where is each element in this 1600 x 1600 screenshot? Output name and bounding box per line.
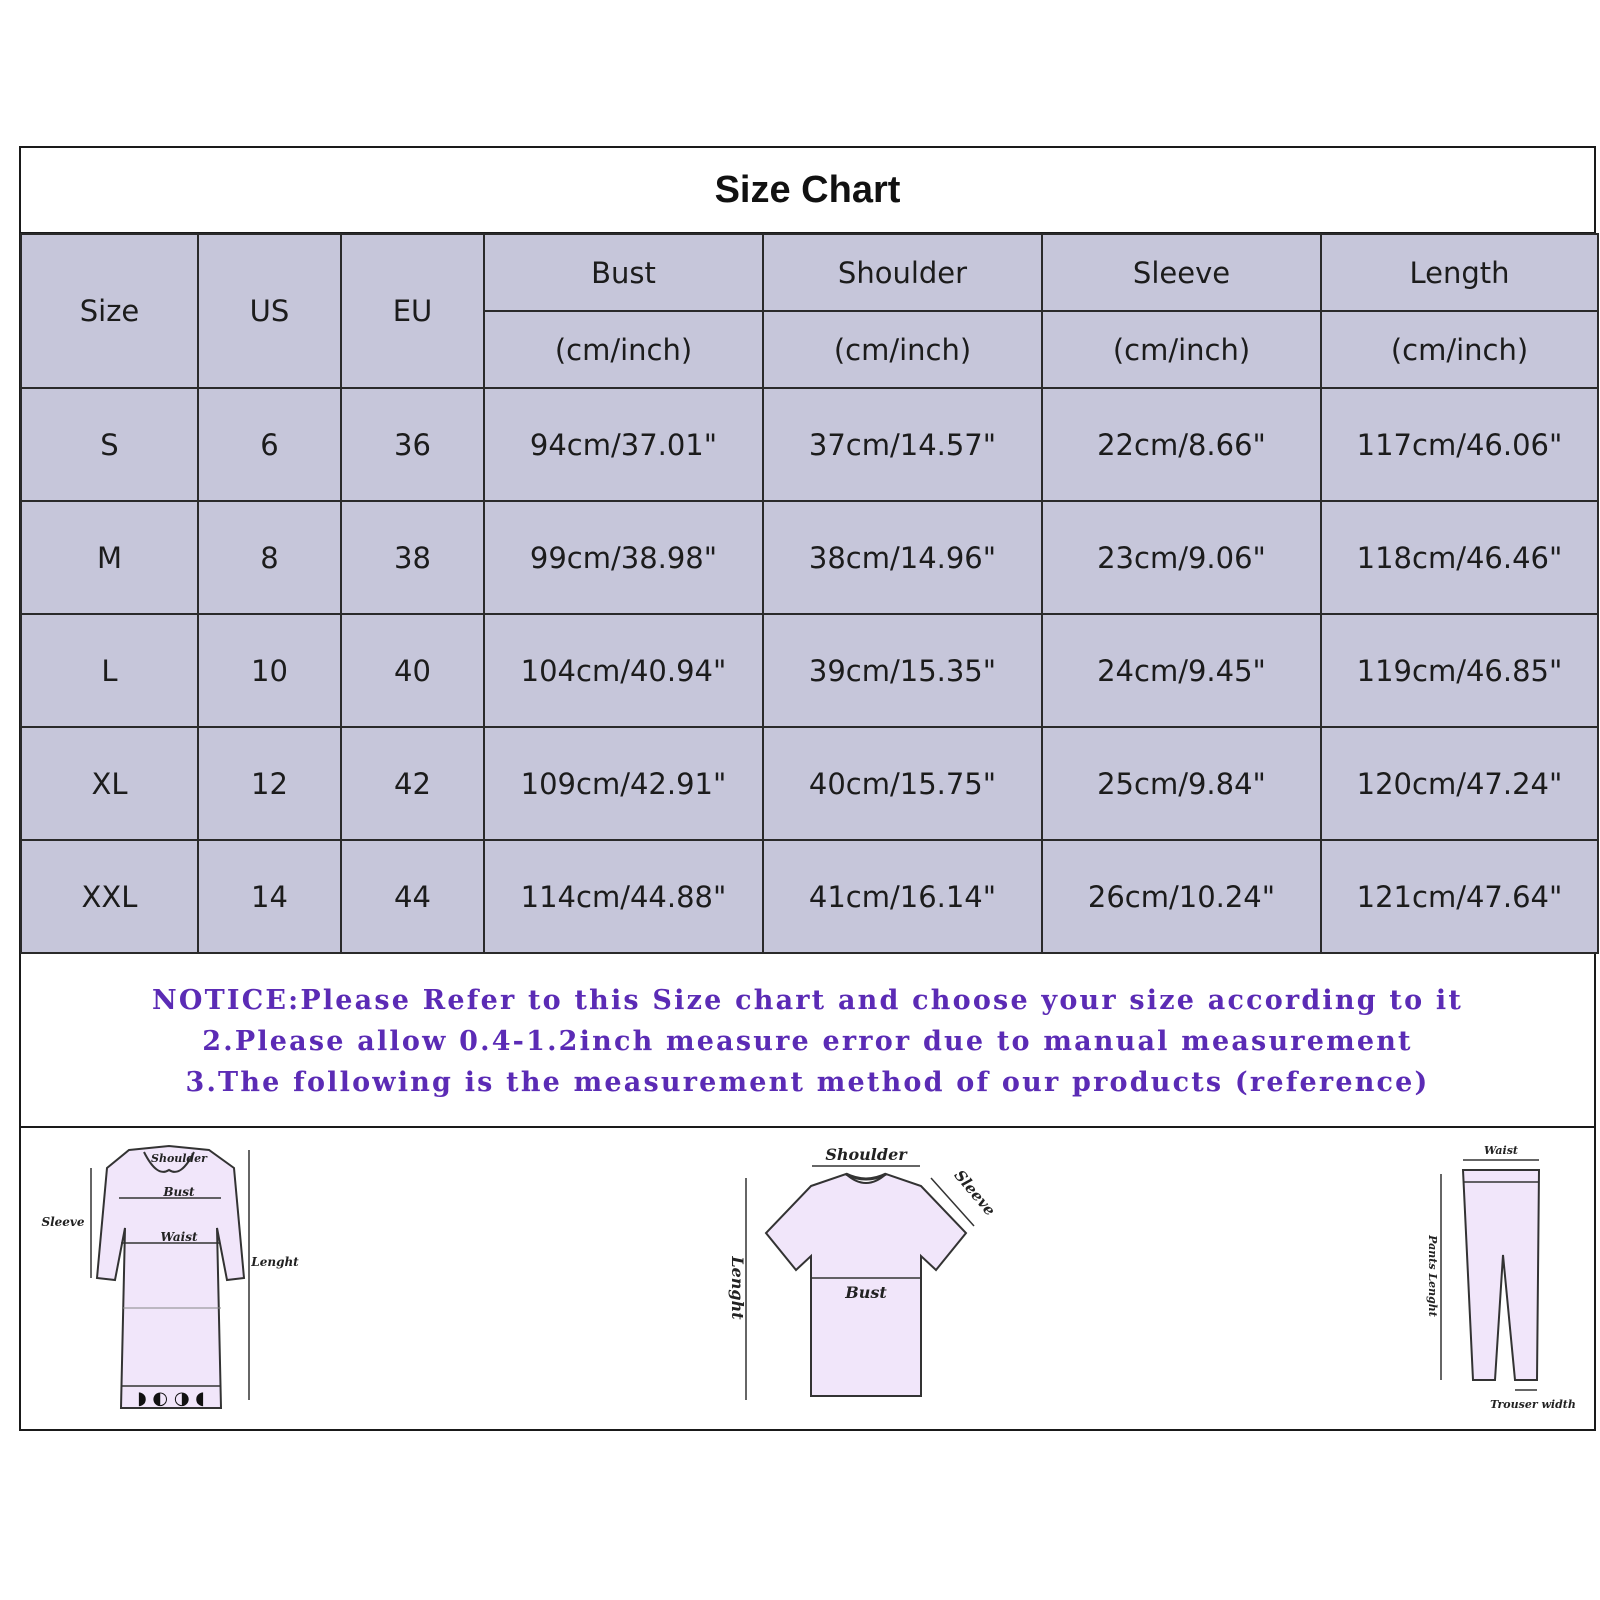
notice-box (21, 956, 1594, 1128)
header-size: Size (21, 234, 198, 388)
dress-illustration (39, 1138, 299, 1418)
pants-illustration (1421, 1140, 1591, 1425)
dress-length-label: Lenght (251, 1255, 299, 1269)
table-row (21, 727, 1598, 840)
cell-size: XL (21, 727, 198, 840)
cell-eu: 36 (341, 388, 484, 501)
tshirt-sleeve-label: Sleeve (950, 1166, 1000, 1220)
header-sleeve: Sleeve (1042, 234, 1321, 311)
tshirt-shoulder-label: Shoulder (825, 1145, 907, 1164)
unit-sleeve: (cm/inch) (1042, 311, 1321, 388)
tshirt-bust-label: Bust (845, 1283, 887, 1302)
size-chart-sheet (19, 146, 1596, 1431)
header-shoulder: Shoulder (763, 234, 1042, 311)
cell-sleeve: 26cm/10.24" (1042, 840, 1321, 953)
dress-moon-pattern: ◗ ◐ ◑ ◖ (137, 1388, 205, 1409)
chart-title: Size Chart (21, 148, 1594, 234)
cell-length: 119cm/46.85" (1321, 614, 1598, 727)
cell-sleeve: 22cm/8.66" (1042, 388, 1321, 501)
table-header-row (21, 234, 1598, 311)
tshirt-length-label: Lenght (728, 1256, 747, 1320)
cell-size: XXL (21, 840, 198, 953)
cell-shoulder: 37cm/14.57" (763, 388, 1042, 501)
cell-size: S (21, 388, 198, 501)
table-row (21, 614, 1598, 727)
cell-shoulder: 41cm/16.14" (763, 840, 1042, 953)
cell-length: 117cm/46.06" (1321, 388, 1598, 501)
cell-shoulder: 38cm/14.96" (763, 501, 1042, 614)
size-table (20, 233, 1599, 954)
table-row (21, 501, 1598, 614)
cell-eu: 40 (341, 614, 484, 727)
cell-size: M (21, 501, 198, 614)
pants-shape (1463, 1170, 1539, 1380)
cell-shoulder: 40cm/15.75" (763, 727, 1042, 840)
pants-waist-label: Waist (1484, 1144, 1518, 1157)
cell-shoulder: 39cm/15.35" (763, 614, 1042, 727)
cell-eu: 38 (341, 501, 484, 614)
cell-length: 120cm/47.24" (1321, 727, 1598, 840)
cell-sleeve: 23cm/9.06" (1042, 501, 1321, 614)
tshirt-illustration (716, 1138, 1016, 1418)
dress-sleeve-label: Sleeve (41, 1215, 85, 1229)
cell-us: 12 (198, 727, 341, 840)
cell-length: 121cm/47.64" (1321, 840, 1598, 953)
table-row (21, 840, 1598, 953)
header-us: US (198, 234, 341, 388)
cell-bust: 99cm/38.98" (484, 501, 763, 614)
cell-eu: 42 (341, 727, 484, 840)
notice-line-3: 3.The following is the measurement method of our products (reference) (185, 1066, 1430, 1098)
dress-shoulder-label: Shoulder (151, 1152, 207, 1165)
cell-bust: 104cm/40.94" (484, 614, 763, 727)
cell-bust: 94cm/37.01" (484, 388, 763, 501)
cell-size: L (21, 614, 198, 727)
unit-length: (cm/inch) (1321, 311, 1598, 388)
header-eu: EU (341, 234, 484, 388)
cell-sleeve: 25cm/9.84" (1042, 727, 1321, 840)
dress-bust-label: Bust (163, 1185, 195, 1199)
cell-us: 10 (198, 614, 341, 727)
cell-sleeve: 24cm/9.45" (1042, 614, 1321, 727)
cell-us: 6 (198, 388, 341, 501)
cell-us: 8 (198, 501, 341, 614)
notice-line-2: 2.Please allow 0.4-1.2inch measure error due to manual measurement (202, 1025, 1413, 1057)
measurement-illustrations (21, 1128, 1594, 1429)
notice-line-1: NOTICE:Please Refer to this Size chart and choose your size according to it (151, 984, 1464, 1016)
cell-bust: 109cm/42.91" (484, 727, 763, 840)
cell-us: 14 (198, 840, 341, 953)
dress-waist-label: Waist (160, 1230, 198, 1244)
unit-shoulder: (cm/inch) (763, 311, 1042, 388)
cell-bust: 114cm/44.88" (484, 840, 763, 953)
table-row (21, 388, 1598, 501)
cell-eu: 44 (341, 840, 484, 953)
header-length: Length (1321, 234, 1598, 311)
cell-length: 118cm/46.46" (1321, 501, 1598, 614)
header-bust: Bust (484, 234, 763, 311)
pants-length-label: Pants Lenght (1426, 1235, 1439, 1317)
pants-trouser-width-label: Trouser width (1490, 1398, 1576, 1411)
unit-bust: (cm/inch) (484, 311, 763, 388)
